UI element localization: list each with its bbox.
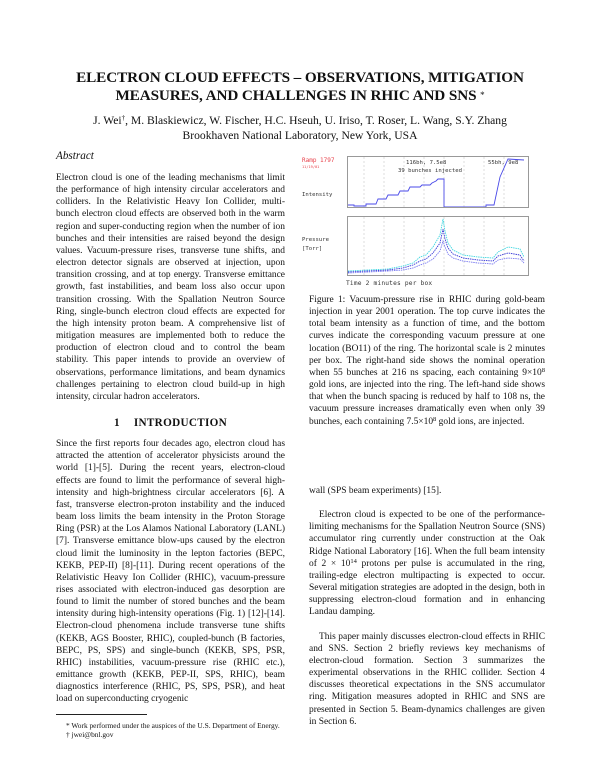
title-footnote-mark: *	[480, 90, 485, 100]
ramp-date: 11/19/01	[302, 165, 320, 169]
pressure-unit-label: [Torr]	[302, 246, 323, 252]
footnotes	[56, 721, 285, 739]
pressure-chart-svg	[348, 217, 528, 275]
intro-paragraph-1: Since the first reports four decades ago, electron cloud has attracted the attention of accelerator physicists around the world [1]-[5]. During the recent years, electron-cloud effects are found to limit the performance of several high-intensity and high-brightness circular accelerators [6]. A fast, transverse electron-proton instability and the induced beam loss limits the beam intensity in the Proton Storage Ring (PSR) at the Los Alamos National Laboratory (LANL) [7]. Transverse emittance blow-ups caused by the electron cloud limit the luminosity in the lepton factories (BEPC, KEKB, PEP-II) [8]-[11]. During recent operations of the Relativistic Heavy Ion Collider (RHIC), vacuum-pressure rises associated with electron-induced gas desorption are found to limit the number of stored bunches and the beam intensity during high-intensity operations (Fig. 1) [12]-[14]. Electron-cloud phenomena include transverse tune shifts (KEKB, AGS Booster, RHIC), coupled-bunch (B factories, BEPC, PS, SPS) and single-bunch (KEKB, SPS, PSR, RHIC) instabilities, vacuum-pressure rise (RHIC etc.), emittance growth (KEKB, PEP-II, SPS, RHIC), beam diagnostics interference (RHIC, PS, SPS, PSR), and heat load on superconducting cryogenic	[56, 439, 285, 705]
footnote-funding: * Work performed under the auspices of the U.S. Department of Energy.	[66, 720, 280, 730]
abstract-heading: Abstract	[56, 150, 94, 162]
figure-1	[292, 154, 554, 274]
abstract-text: Electron cloud is one of the leading mechanisms that limit the performance of high intensity circular accelerators and colliders. In the Relativistic Heavy Ion Collider, multi-bunch electron cloud effects are observed both in the warm region and super-conducting region when the number of ion bunches and their intensities are raised beyond the design values. Vacuum-pressure rises, transverse tune shifts, and electron detector signals are observed at injection, upon transition crossing, and at top energy. Transverse emittance growth, fast instabilities, and beam loss also occur upon transition crossing. With the Spallation Neutron Source Ring, single-bunch electron cloud effects are expected for the high intensity proton beam. A comprehensive list of mitigation measures are implemented both to reduce the production of electron cloud and to control the beam stability. This paper intends to provide an overview of observations, performance limitations, and beam dynamics challenges pertaining to electron cloud build-up in high intensity, circular hadron accelerators.	[56, 173, 285, 402]
title-line-2: MEASURES, AND CHALLENGES IN RHIC AND SNS *	[115, 87, 485, 104]
paper-title	[40, 69, 560, 105]
intro-paragraph-3: This paper mainly discusses electron-cloud effects in RHIC and SNS. Section 2 briefly reviews key mechanisms of electron-cloud formation. Section 3 summarizes the experimental observations in the RHIC collider. Section 4 discusses theoretical expectations in the SNS accumulator ring. Mitigation measures adopted in RHIC and SNS are presented in Section 5. Beam-dynamics challenges are given in Section 6.	[309, 631, 545, 727]
pressure-axis-label: Pressure	[302, 237, 329, 243]
figure-x-axis-label: Time 2 minutes per box	[346, 280, 433, 287]
left-column	[56, 150, 285, 739]
section-heading-introduction: 1 INTRODUCTION	[113, 416, 228, 429]
footnote-email: † jwei@bnl.gov	[66, 729, 114, 739]
footnote-rule	[56, 714, 147, 715]
figure-1-caption: Figure 1: Vacuum-pressure rise in RHIC during gold-beam injection in year 2001 operation. The top curve indicates the total beam intensity as a function of time, and the bottom curves indicate the corresponding vacuum pressure at one location (BO11) of the ring. The horizontal scale is 2 minutes per box. The right-hand side shows the nominal operation when 55 bunches at 216 ns spacing, each containing $9\times 10^8$ gold ions, are injected into the ring. The left-hand side shows that when the bunch spacing is reduced by half to 108 ns, the vacuum pressure increases dramatically even when only 39 bunches, each containing $7.5\times 10^8$ gold ions, are injected.	[309, 295, 545, 427]
author-list: J. Wei†, M. Blaskiewicz, W. Fischer, H.C. Hseuh, U. Iriso, T. Roser, L. Wang, S.Y. Zhang	[93, 114, 507, 127]
pressure-plot	[347, 216, 529, 276]
annotation-116bh: 116bh, 7.5e8	[406, 160, 447, 166]
annotation-55bh: 55bh, 9e8	[488, 160, 519, 166]
title-line-1: ELECTRON CLOUD EFFECTS – OBSERVATIONS, MITIGATION	[76, 69, 524, 86]
annotation-39-bunches: 39 bunches injected	[398, 168, 462, 174]
ramp-label: Ramp 1797	[302, 157, 335, 164]
intro-paragraph-1-continued: wall (SPS beam experiments) [15].	[309, 486, 442, 496]
author-block	[40, 113, 560, 143]
intensity-axis-label: Intensity	[302, 192, 333, 198]
affiliation: Brookhaven National Laboratory, New York, USA	[182, 129, 418, 142]
intensity-plot	[347, 156, 529, 208]
right-column	[309, 485, 545, 728]
intro-paragraph-2: Electron cloud is expected to be one of the performance-limiting mechanisms for the Spallation Neutron Source (SNS) accumulator ring currently under construction at the Oak Ridge National Laboratory [16]. When the full beam intensity of $2 \times 10^{14}$ protons per pulse is accumulated in the ring, trailing-edge electron multipacting is expected to occur. Several mitigation strategies are adopted in the design, both in suppressing electron-cloud formation and in enhancing Landau damping.	[309, 510, 545, 618]
